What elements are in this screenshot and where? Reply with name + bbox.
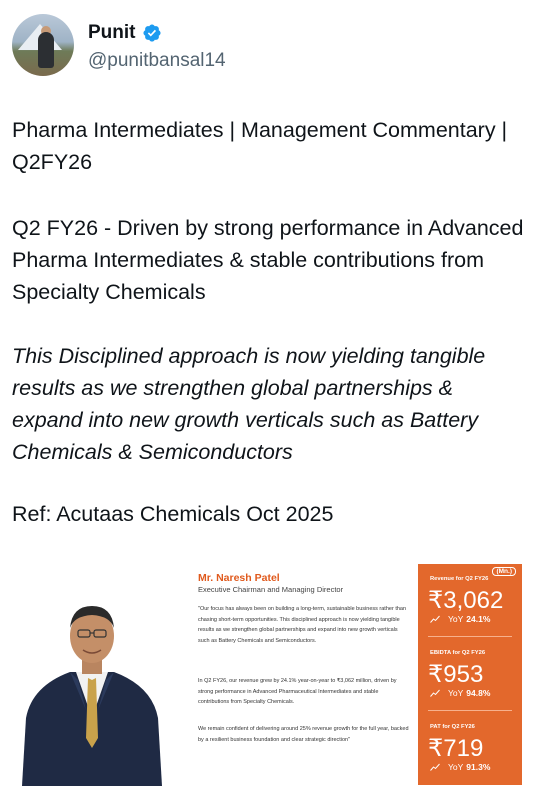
trend-up-icon	[430, 763, 440, 771]
metric-card-revenue	[418, 564, 522, 634]
tweet-media-image[interactable]	[12, 564, 529, 789]
yoy-value: 91.3%	[466, 762, 491, 772]
avatar[interactable]	[12, 14, 74, 76]
yoy-value: 94.8%	[466, 688, 491, 698]
metric-yoy	[430, 614, 490, 624]
metric-yoy	[430, 688, 490, 698]
yoy-value: 24.1%	[466, 614, 491, 624]
metric-card-ebidta	[418, 638, 522, 708]
tweet-paragraph: Q2 FY26 - Driven by strong performance in Advanced Pharma Intermediates & stable contributions from Specialty Chemicals	[12, 216, 524, 304]
tweet-paragraph: This Disciplined approach is now yielding tangible results as we strengthen global partnerships & expand into new growth verticals such as Battery Chemicals & Semiconductors	[12, 344, 486, 464]
yoy-prefix: YoY	[448, 614, 464, 624]
executive-title: Executive Chairman and Managing Director	[198, 585, 344, 594]
metric-value: ₹953	[428, 661, 484, 688]
trend-up-icon	[430, 615, 440, 623]
divider	[428, 636, 512, 637]
metric-card-pat	[418, 712, 522, 782]
executive-name: Mr. Naresh Patel	[198, 572, 280, 584]
divider	[428, 710, 512, 711]
tweet-header	[12, 14, 532, 80]
commentary-paragraph: We remain confident of delivering around 25% revenue growth for the full year, backed by a resilient business foundation and clear strategic direction"	[198, 726, 409, 743]
executive-photo	[12, 568, 172, 786]
trend-up-icon	[430, 689, 440, 697]
metric-label: PAT for Q2 FY26	[430, 724, 475, 730]
metric-value: ₹3,062	[428, 587, 504, 614]
commentary-paragraph: In Q2 FY26, our revenue grew by 24.1% year-on-year to ₹3,062 million, driven by strong performance in Advanced Pharmaceutical Intermediates and stable contributions from Specialty Chemicals.	[198, 678, 397, 705]
commentary-paragraph: "Our focus has always been on building a long-term, sustainable business rather than chasing short-term opportunities. This disciplined approach is now yielding tangible results as we strengthen global partnerships and expand into new growth verticals such as Battery Chemicals and Semiconductors.	[198, 606, 407, 644]
metrics-panel	[418, 564, 522, 785]
verified-badge-icon	[142, 23, 162, 43]
metric-yoy	[430, 762, 490, 772]
author-handle[interactable]: @punitbansal14	[88, 50, 226, 71]
yoy-prefix: YoY	[448, 688, 464, 698]
author-name-row	[88, 20, 162, 46]
unit-label: (Mn.)	[492, 567, 516, 576]
yoy-prefix: YoY	[448, 762, 464, 772]
metric-label: Revenue for Q2 FY26	[430, 576, 489, 582]
author-name[interactable]: Punit	[88, 22, 136, 43]
metric-value: ₹719	[428, 735, 484, 762]
tweet-paragraph: Ref: Acutaas Chemicals Oct 2025	[12, 502, 334, 526]
tweet-paragraph: Pharma Intermediates | Management Commentary | Q2FY26	[12, 118, 508, 174]
metric-label: EBIDTA for Q2 FY26	[430, 650, 486, 656]
